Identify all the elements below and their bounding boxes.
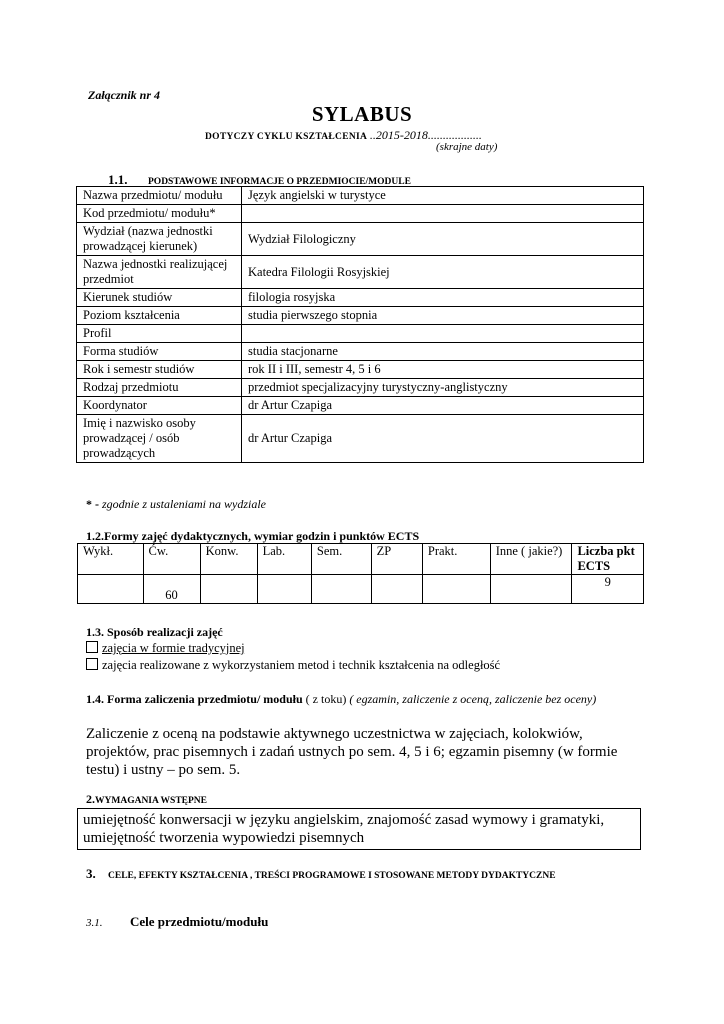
- option-distance[interactable]: [86, 658, 500, 673]
- footnote-text: zgodnie z ustaleniami na wydziale: [102, 497, 266, 511]
- document-title: SYLABUS: [311, 102, 413, 126]
- info-value: filologia rosyjska: [242, 289, 644, 307]
- section-2-number: 2.: [86, 792, 95, 806]
- info-value: dr Artur Czapiga: [242, 415, 644, 463]
- prerequisites-box: umiejętność konwersacji w języku angielskim, znajomość zasad wymowy i gramatyki, umiejętność tworzenia wypowiedzi pisemnych: [77, 808, 641, 850]
- ects-header-cell: Lab.: [257, 544, 311, 575]
- checkbox-icon[interactable]: [86, 658, 98, 670]
- checkbox-icon[interactable]: [86, 641, 98, 653]
- section-1-1-title: PODSTAWOWE INFORMACJE O PRZEDMIOCIE/MODULE: [148, 177, 411, 187]
- section-3-title: CELE, EFEKTY KSZTAŁCENIA , TREŚCI PROGRAMOWE I STOSOWANE METODY DYDAKTYCZNE: [108, 871, 556, 881]
- info-value: studia pierwszego stopnia: [242, 307, 644, 325]
- section-3-number: 3.: [86, 866, 96, 881]
- info-label: Nazwa jednostki realizującej przedmiot: [77, 256, 242, 289]
- info-label: Rok i semestr studiów: [77, 361, 242, 379]
- section-1-4-options-note: ( egzamin, zaliczenie z oceną, zaliczenie bez oceny): [349, 692, 597, 706]
- info-label: Nazwa przedmiotu/ modułu: [77, 187, 242, 205]
- section-1-1-number: 1.1.: [108, 172, 128, 187]
- section-1-3-heading: 1.3. Sposób realizacji zajęć: [86, 625, 223, 639]
- ects-value-cell: 9: [572, 575, 644, 604]
- section-3-1-heading: [86, 914, 268, 930]
- ects-header-cell: Prakt.: [422, 544, 490, 575]
- info-label: Profil: [77, 325, 242, 343]
- ects-value-cell: [371, 575, 422, 604]
- basic-info-table: [76, 186, 644, 463]
- info-label: Rodzaj przedmiotu: [77, 379, 242, 397]
- ects-value-cell: [200, 575, 257, 604]
- section-1-2-heading: 1.2.Formy zajęć dydaktycznych, wymiar godzin i punktów ECTS: [86, 529, 420, 543]
- info-row: [77, 256, 644, 289]
- section-1-4-title-suffix: ( z toku): [305, 692, 347, 706]
- info-value: Wydział Filologiczny: [242, 223, 644, 256]
- info-value: Katedra Filologii Rosyjskiej: [242, 256, 644, 289]
- section-3-heading: [86, 866, 646, 884]
- assessment-text: Zaliczenie z oceną na podstawie aktywnego uczestnictwa w zajęciach, kolokwiów, projektów, prac pisemnych i zadań ustnych po sem. 4, 5 i 6; egzamin pisemny (w formie testu) i ustny – po sem. 5.: [86, 726, 618, 778]
- option-traditional[interactable]: [86, 641, 245, 656]
- info-row: [77, 397, 644, 415]
- info-value: [242, 325, 644, 343]
- info-value: Język angielski w turystyce: [242, 187, 644, 205]
- footnote: [86, 497, 266, 512]
- info-row: [77, 289, 644, 307]
- ects-header-cell: Ćw.: [143, 544, 200, 575]
- info-label: Kierunek studiów: [77, 289, 242, 307]
- ects-value-cell: [311, 575, 371, 604]
- ects-header-cell: Inne ( jakie?): [490, 544, 572, 575]
- section-1-4-heading: [86, 691, 646, 707]
- info-row: [77, 379, 644, 397]
- info-value: rok II i III, semestr 4, 5 i 6: [242, 361, 644, 379]
- info-label: Forma studiów: [77, 343, 242, 361]
- info-label: Kod przedmiotu/ modułu*: [77, 205, 242, 223]
- ects-value-cell: [422, 575, 490, 604]
- section-2-title: WYMAGANIA WSTĘPNE: [95, 796, 207, 806]
- dates-note: (skrajne daty): [436, 141, 498, 153]
- option-traditional-label: zajęcia w formie tradycyjnej: [102, 641, 245, 655]
- info-value: przedmiot specjalizacyjny turystyczny-anglistyczny: [242, 379, 644, 397]
- section-2-heading: [86, 792, 207, 807]
- info-row: [77, 187, 644, 205]
- section-1-4-title: 1.4. Forma zaliczenia przedmiotu/ modułu: [86, 692, 303, 706]
- ects-value-cell: 60: [143, 575, 200, 604]
- ects-value-cell: [490, 575, 572, 604]
- attachment-label: Załącznik nr 4: [88, 88, 161, 102]
- info-row: [77, 307, 644, 325]
- info-value: studia stacjonarne: [242, 343, 644, 361]
- info-value: [242, 205, 644, 223]
- footnote-mark: * -: [86, 497, 99, 511]
- info-row: [77, 325, 644, 343]
- option-distance-label: zajęcia realizowane z wykorzystaniem metod i technik kształcenia na odległość: [102, 658, 501, 672]
- classes-ects-table: [77, 543, 644, 604]
- info-row: [77, 223, 644, 256]
- ects-header-cell: Konw.: [200, 544, 257, 575]
- info-label: Wydział (nazwa jednostki prowadzącej kierunek): [77, 223, 242, 256]
- info-row: [77, 415, 644, 463]
- cycle-label: DOTYCZY CYKLU KSZTAŁCENIA: [205, 132, 368, 142]
- info-row: [77, 343, 644, 361]
- info-row: [77, 205, 644, 223]
- ects-header-cell: Wykł.: [78, 544, 144, 575]
- ects-header-cell: Liczba pkt ECTS: [572, 544, 644, 575]
- ects-header-cell: Sem.: [311, 544, 371, 575]
- info-row: [77, 361, 644, 379]
- info-value: dr Artur Czapiga: [242, 397, 644, 415]
- section-3-1-title: Cele przedmiotu/modułu: [130, 914, 269, 929]
- info-label: Imię i nazwisko osoby prowadzącej / osób prowadzących: [77, 415, 242, 463]
- info-label: Koordynator: [77, 397, 242, 415]
- ects-value-cell: [257, 575, 311, 604]
- ects-header-cell: ZP: [371, 544, 422, 575]
- info-label: Poziom kształcenia: [77, 307, 242, 325]
- cycle-value: ..2015-2018..................: [369, 128, 482, 142]
- ects-value-cell: [78, 575, 144, 604]
- section-3-1-number: 3.1.: [86, 917, 103, 929]
